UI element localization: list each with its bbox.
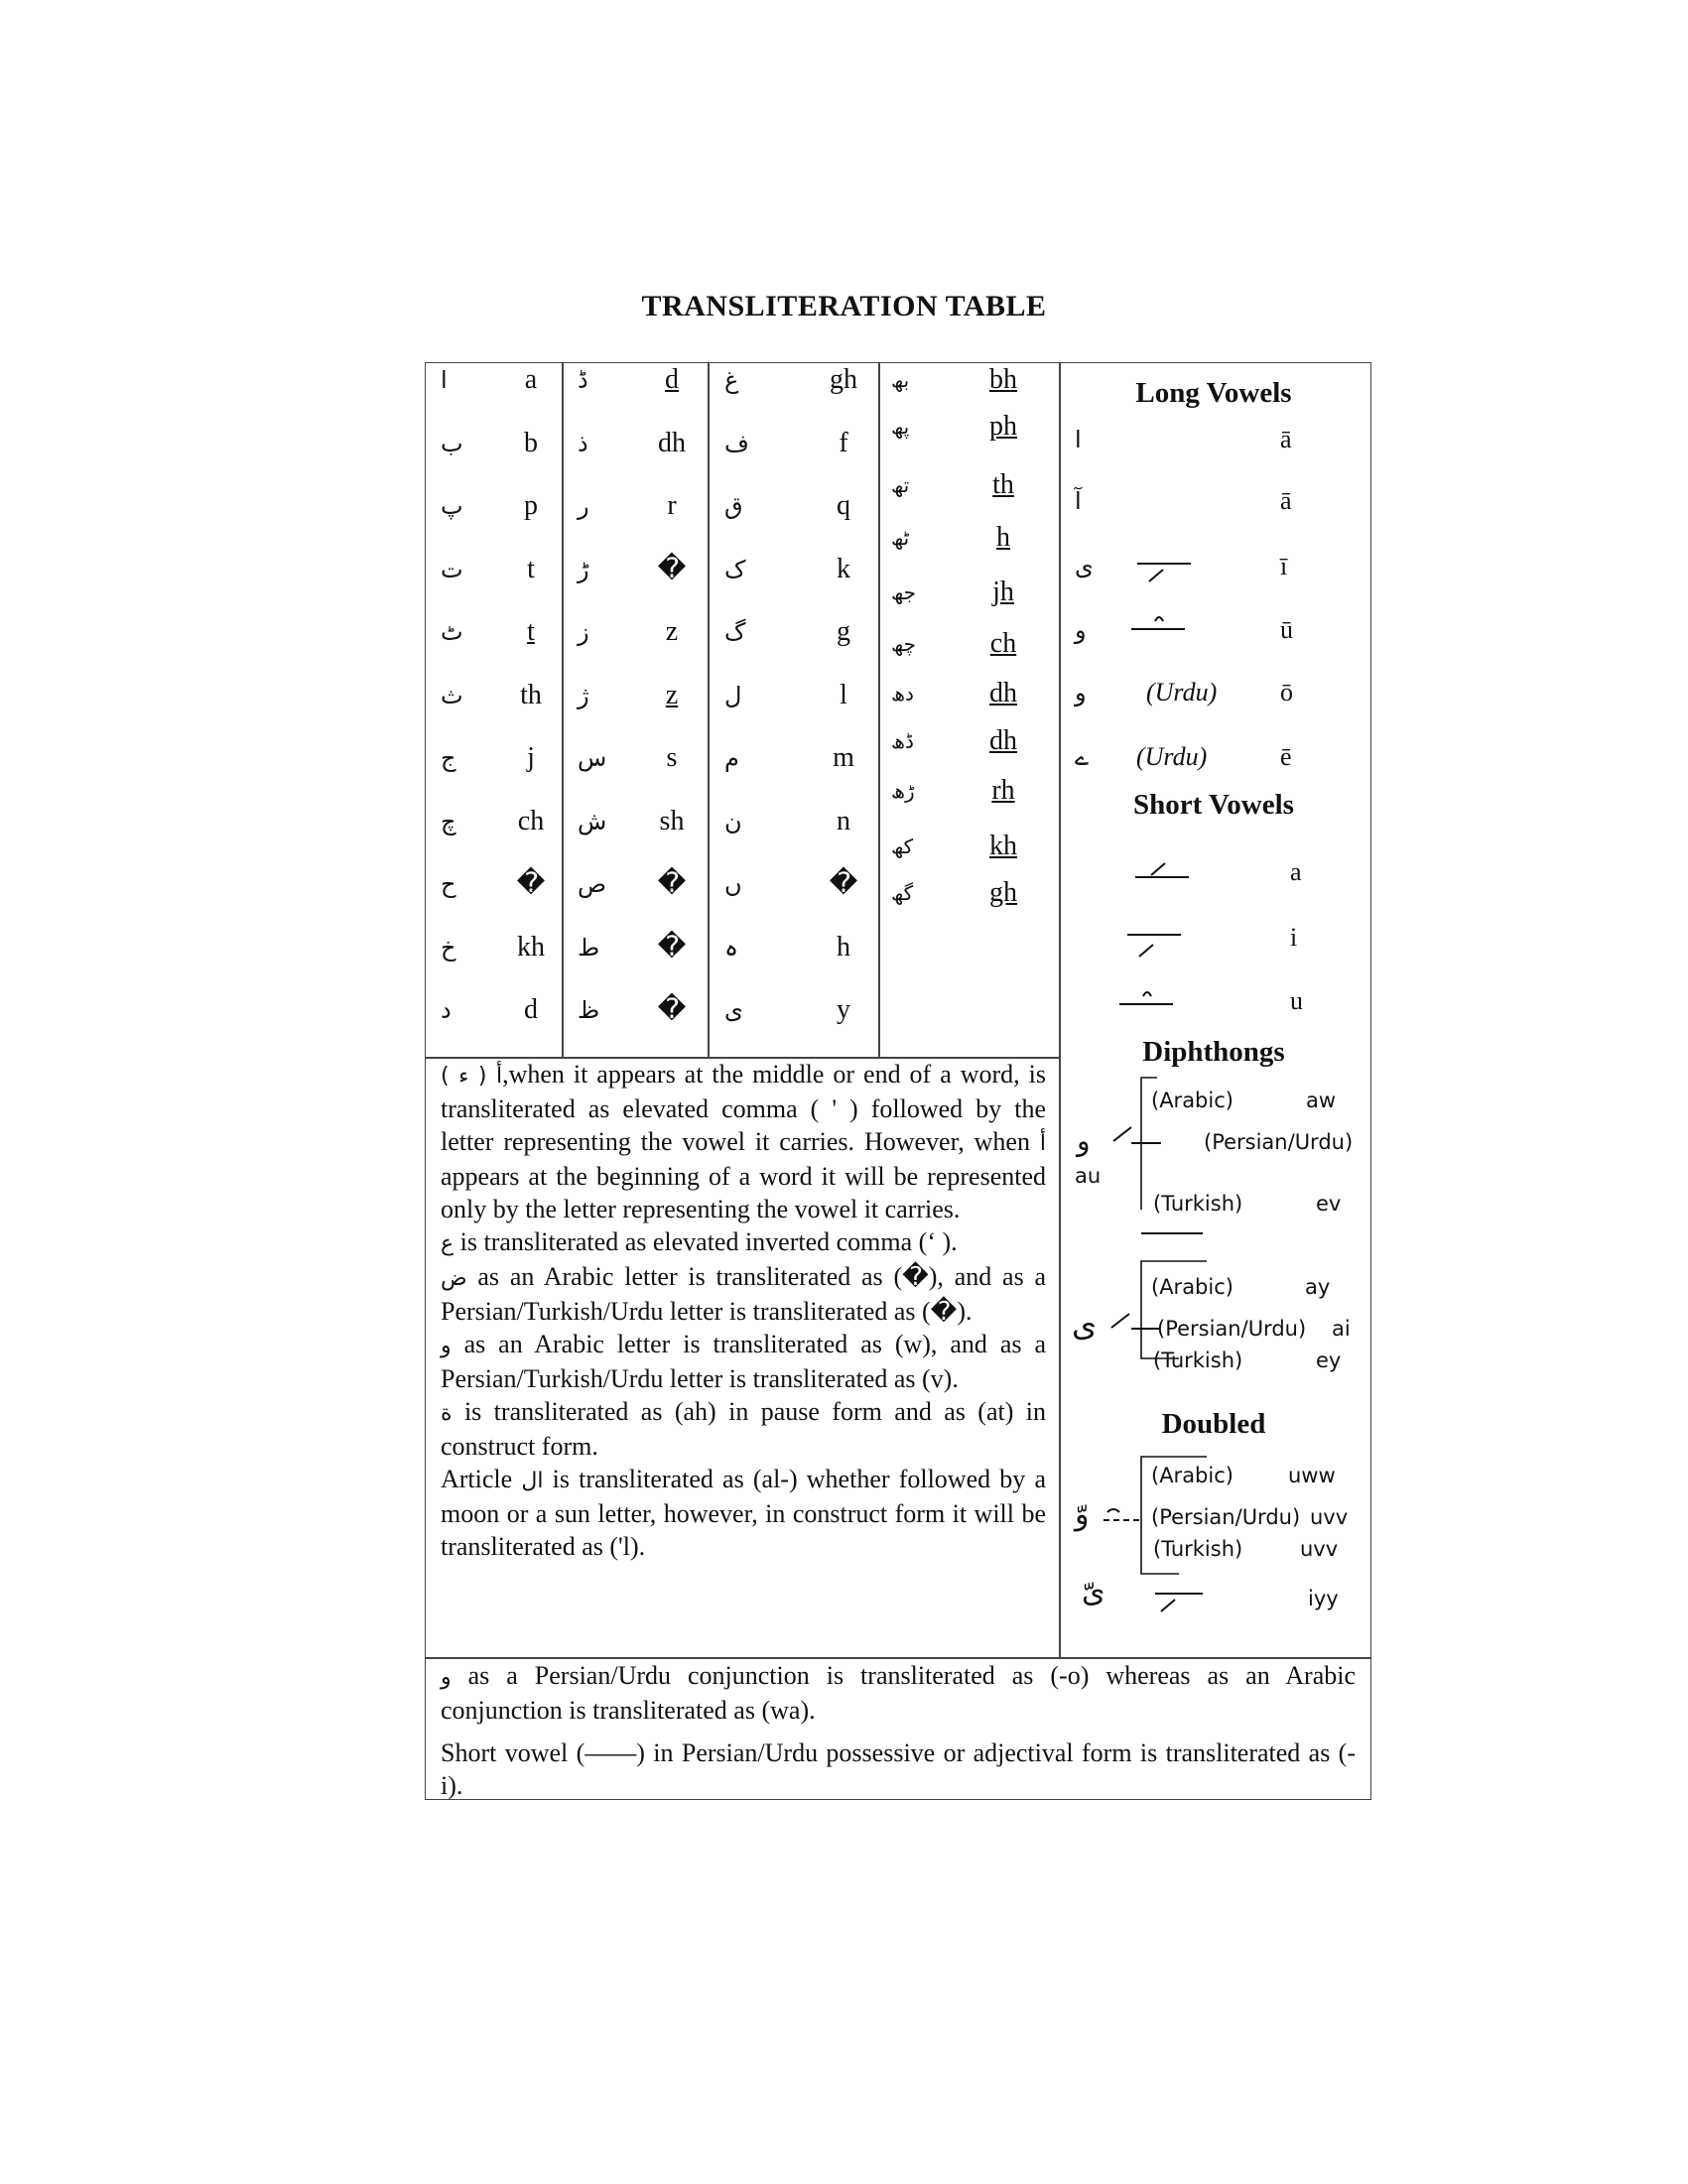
aspirated-latin: bh (989, 364, 1017, 395)
consonant-latin: d (665, 364, 679, 395)
kasra-mark-icon (1137, 556, 1193, 585)
consonant-latin: f (839, 427, 848, 458)
dip-turkish-val: ev (1316, 1192, 1342, 1216)
aspirated-latin: rh (991, 775, 1015, 806)
aspirated-latin: h (996, 522, 1010, 553)
consonant-arabic: ث (441, 681, 463, 709)
note-ta-marbuta: ة is transliterated as (ah) in pause form and as (at) in construct form. (441, 1397, 1046, 1461)
dbl-arabic: (Arabic) (1151, 1464, 1234, 1487)
consonant-latin: n (837, 805, 850, 836)
table-divider (708, 363, 710, 1057)
consonant-arabic: ن (724, 807, 742, 835)
fatha-mark-icon (1135, 855, 1191, 885)
dip-persian-val: ai (1332, 1317, 1351, 1341)
consonant-arabic: غ (724, 366, 739, 394)
aspirated-arabic: گھ (891, 881, 914, 905)
dash-line-icon (1104, 1502, 1143, 1522)
long-vowel-latin: ā (1280, 486, 1292, 515)
long-vowel-arabic: و (1075, 679, 1087, 707)
kasra-mark-icon (1155, 1588, 1205, 1617)
aspirated-arabic: ٹھ (891, 526, 910, 550)
consonant-latin: b (524, 427, 538, 458)
consonant-latin: y (837, 994, 850, 1025)
aspirated-latin: gh (989, 877, 1017, 908)
doubled-heading: Doubled (1161, 1408, 1266, 1440)
consonant-arabic: ط (578, 933, 600, 962)
aspirated-arabic: چھ (891, 632, 916, 656)
consonant-arabic: ٹ (441, 618, 463, 646)
dip-arabic-val: ay (1305, 1275, 1331, 1299)
consonant-arabic: س (578, 744, 607, 772)
notes-block (441, 1058, 1046, 1563)
damma-mark-icon (1131, 613, 1187, 635)
doubled-iyy: iyy (1308, 1587, 1339, 1610)
long-vowel-arabic: آ (1075, 487, 1082, 515)
consonant-latin: a (524, 364, 538, 395)
doubled-letter: یّ (1082, 1575, 1105, 1609)
doubled-letter: وّ (1075, 1497, 1090, 1532)
diphthongs-heading: Diphthongs (1142, 1036, 1285, 1068)
aspirated-arabic: دھ (891, 682, 914, 706)
consonant-latin: � (829, 868, 858, 899)
aspirated-arabic: ڑھ (891, 779, 915, 803)
long-vowel-arabic: ی (1075, 553, 1094, 580)
long-vowels-heading: Long Vowels (1135, 377, 1292, 409)
long-vowel-arabic: ے (1075, 743, 1090, 771)
dbl-turkish-val: uvv (1300, 1537, 1339, 1561)
damma-mark-icon (1119, 988, 1175, 1010)
aspirated-arabic: ڈھ (891, 729, 914, 753)
aspirated-latin: th (992, 469, 1014, 500)
long-vowel-note: (Urdu) (1136, 742, 1208, 771)
consonant-arabic: ف (724, 429, 749, 457)
consonant-arabic: ر (578, 492, 589, 520)
long-vowel-latin: ō (1280, 678, 1293, 707)
dip-turkish: (Turkish) (1153, 1349, 1243, 1372)
dash-line-icon (1141, 1231, 1203, 1235)
kasra-mark-icon (1127, 925, 1183, 961)
dip-persian: (Persian/Urdu) (1204, 1130, 1354, 1154)
dbl-turkish: (Turkish) (1153, 1537, 1243, 1561)
long-vowel-note: (Urdu) (1146, 678, 1218, 707)
long-vowel-latin: ē (1280, 742, 1292, 771)
consonant-arabic: ص (578, 870, 607, 898)
consonant-arabic: ں (724, 870, 742, 898)
consonant-arabic: ا (441, 366, 448, 394)
consonant-arabic: ل (724, 681, 742, 709)
aspirated-latin: dh (989, 678, 1017, 708)
short-vowel-latin: u (1290, 986, 1303, 1015)
consonant-latin: d (524, 994, 538, 1025)
consonant-latin: r (667, 490, 677, 521)
aspirated-latin: ph (989, 411, 1017, 442)
aspirated-latin: jh (992, 577, 1014, 607)
table-divider (1059, 363, 1061, 1657)
consonant-arabic: پ (441, 492, 463, 520)
consonant-latin: kh (517, 931, 545, 963)
consonant-latin: z (665, 616, 679, 647)
dip-arabic-val: aw (1306, 1089, 1337, 1112)
consonant-latin: k (837, 553, 850, 584)
consonant-latin: q (837, 490, 850, 521)
consonant-arabic: ذ (578, 429, 588, 457)
consonant-arabic: ک (724, 555, 746, 583)
consonant-arabic: م (724, 744, 739, 772)
consonant-arabic: خ (441, 933, 456, 962)
footer-notes (441, 1659, 1356, 1812)
consonant-arabic: چ (441, 807, 456, 835)
aspirated-latin: dh (989, 725, 1017, 756)
aspirated-arabic: بھ (891, 368, 910, 392)
page-title: TRANSLITERATION TABLE (641, 290, 1047, 322)
consonant-arabic: ب (441, 429, 463, 457)
aspirated-arabic: پھ (891, 415, 910, 439)
dip-persian: (Persian/Urdu) (1157, 1317, 1307, 1341)
long-vowel-latin: ū (1280, 615, 1293, 644)
dip-arabic: (Arabic) (1151, 1089, 1234, 1112)
consonant-arabic: ڈ (578, 366, 588, 394)
consonant-latin: gh (830, 364, 857, 395)
note-waw: و as an Arabic letter is transliterated as (w), and as a Persian/Turkish/Urdu letter is transliterated as (v). (441, 1330, 1046, 1393)
short-vowels-heading: Short Vowels (1133, 789, 1294, 821)
note-ayn: ع is transliterated as elevated inverted comma (‘ ). (441, 1227, 958, 1256)
table-divider (878, 363, 880, 1057)
short-vowel-latin: i (1290, 923, 1298, 952)
consonant-latin: dh (658, 427, 686, 458)
long-vowel-arabic: ا (1075, 426, 1082, 453)
consonant-arabic: ڑ (578, 555, 589, 583)
consonant-arabic: ج (441, 744, 456, 772)
consonant-arabic: ت (441, 555, 463, 583)
aspirated-arabic: تھ (891, 473, 910, 497)
consonant-latin: p (524, 490, 538, 521)
consonant-latin: t (527, 553, 535, 584)
aspirated-arabic: جھ (891, 580, 916, 604)
dip-turkish: (Turkish) (1153, 1192, 1243, 1216)
short-vowel-latin: a (1290, 857, 1302, 886)
consonant-latin: h (837, 931, 850, 963)
long-vowel-latin: ī (1280, 552, 1288, 580)
consonant-arabic: ق (724, 492, 743, 520)
consonant-latin: ch (517, 805, 545, 836)
diphthong-letter: ی (1072, 1306, 1098, 1344)
dip-arabic: (Arabic) (1151, 1275, 1234, 1299)
consonant-latin: s (666, 742, 678, 773)
consonant-latin: j (527, 742, 535, 773)
consonant-latin: � (657, 553, 687, 584)
consonant-arabic: ش (578, 807, 607, 835)
aspirated-latin: kh (989, 831, 1017, 861)
note-conjunction: و as a Persian/Urdu conjunction is transliterated as (-o) whereas as an Arabic conjunction is transliterated as (wa). (441, 1661, 1357, 1725)
consonant-latin: � (657, 868, 687, 899)
consonant-latin: � (516, 868, 546, 899)
long-vowel-arabic: و (1075, 616, 1087, 644)
note-article: Article ال is transliterated as (al-) whether followed by a moon or a sun letter, however, in construct form it will be transliterated as ('l). (441, 1465, 1046, 1561)
consonant-latin: m (833, 742, 854, 773)
note-hamza: أ ( ء ),when it appears at the middle or end of a word, is transliterated as elevated comma ( ' ) followed by the letter representing the vowel it carries. However, when أ appears at the beginning of a word it will be represented only by the letter representing the vowel it carries. (441, 1060, 1046, 1223)
aspirated-latin: ch (989, 628, 1017, 659)
consonant-latin: � (657, 931, 687, 963)
long-vowel-latin: ā (1280, 425, 1292, 453)
consonant-arabic: ی (724, 996, 743, 1024)
consonant-arabic: ژ (578, 681, 589, 709)
dbl-persian-val: uvv (1310, 1505, 1349, 1529)
note-izafa: Short vowel (——) in Persian/Urdu possessive or adjectival form is transliterated as (-i). (441, 1738, 1356, 1800)
note-dad: ض as an Arabic letter is transliterated as (�), and as a Persian/Turkish/Urdu letter is transliterated as (�). (441, 1262, 1046, 1326)
consonant-arabic: گ (724, 618, 746, 646)
consonant-latin: l (840, 679, 847, 710)
consonant-arabic: ز (578, 618, 589, 646)
diphthong-label: au (1075, 1164, 1102, 1188)
consonant-latin: t (527, 616, 535, 647)
dip-turkish-val: ey (1316, 1349, 1342, 1372)
consonant-latin: z (665, 679, 679, 710)
consonant-arabic: د (441, 996, 452, 1024)
consonant-latin: � (657, 994, 687, 1025)
consonant-arabic: ح (441, 870, 456, 898)
consonant-latin: sh (659, 805, 685, 836)
consonant-arabic: ہ (724, 933, 739, 962)
consonant-arabic: ظ (578, 996, 600, 1024)
consonant-latin: g (837, 616, 850, 647)
diphthong-letter: و (1077, 1124, 1091, 1157)
dbl-persian: (Persian/Urdu) (1151, 1505, 1301, 1529)
fatha-mark-icon (1107, 1306, 1137, 1336)
dbl-arabic-val: uww (1288, 1464, 1336, 1487)
aspirated-arabic: کھ (891, 835, 914, 858)
consonant-latin: th (520, 679, 542, 710)
